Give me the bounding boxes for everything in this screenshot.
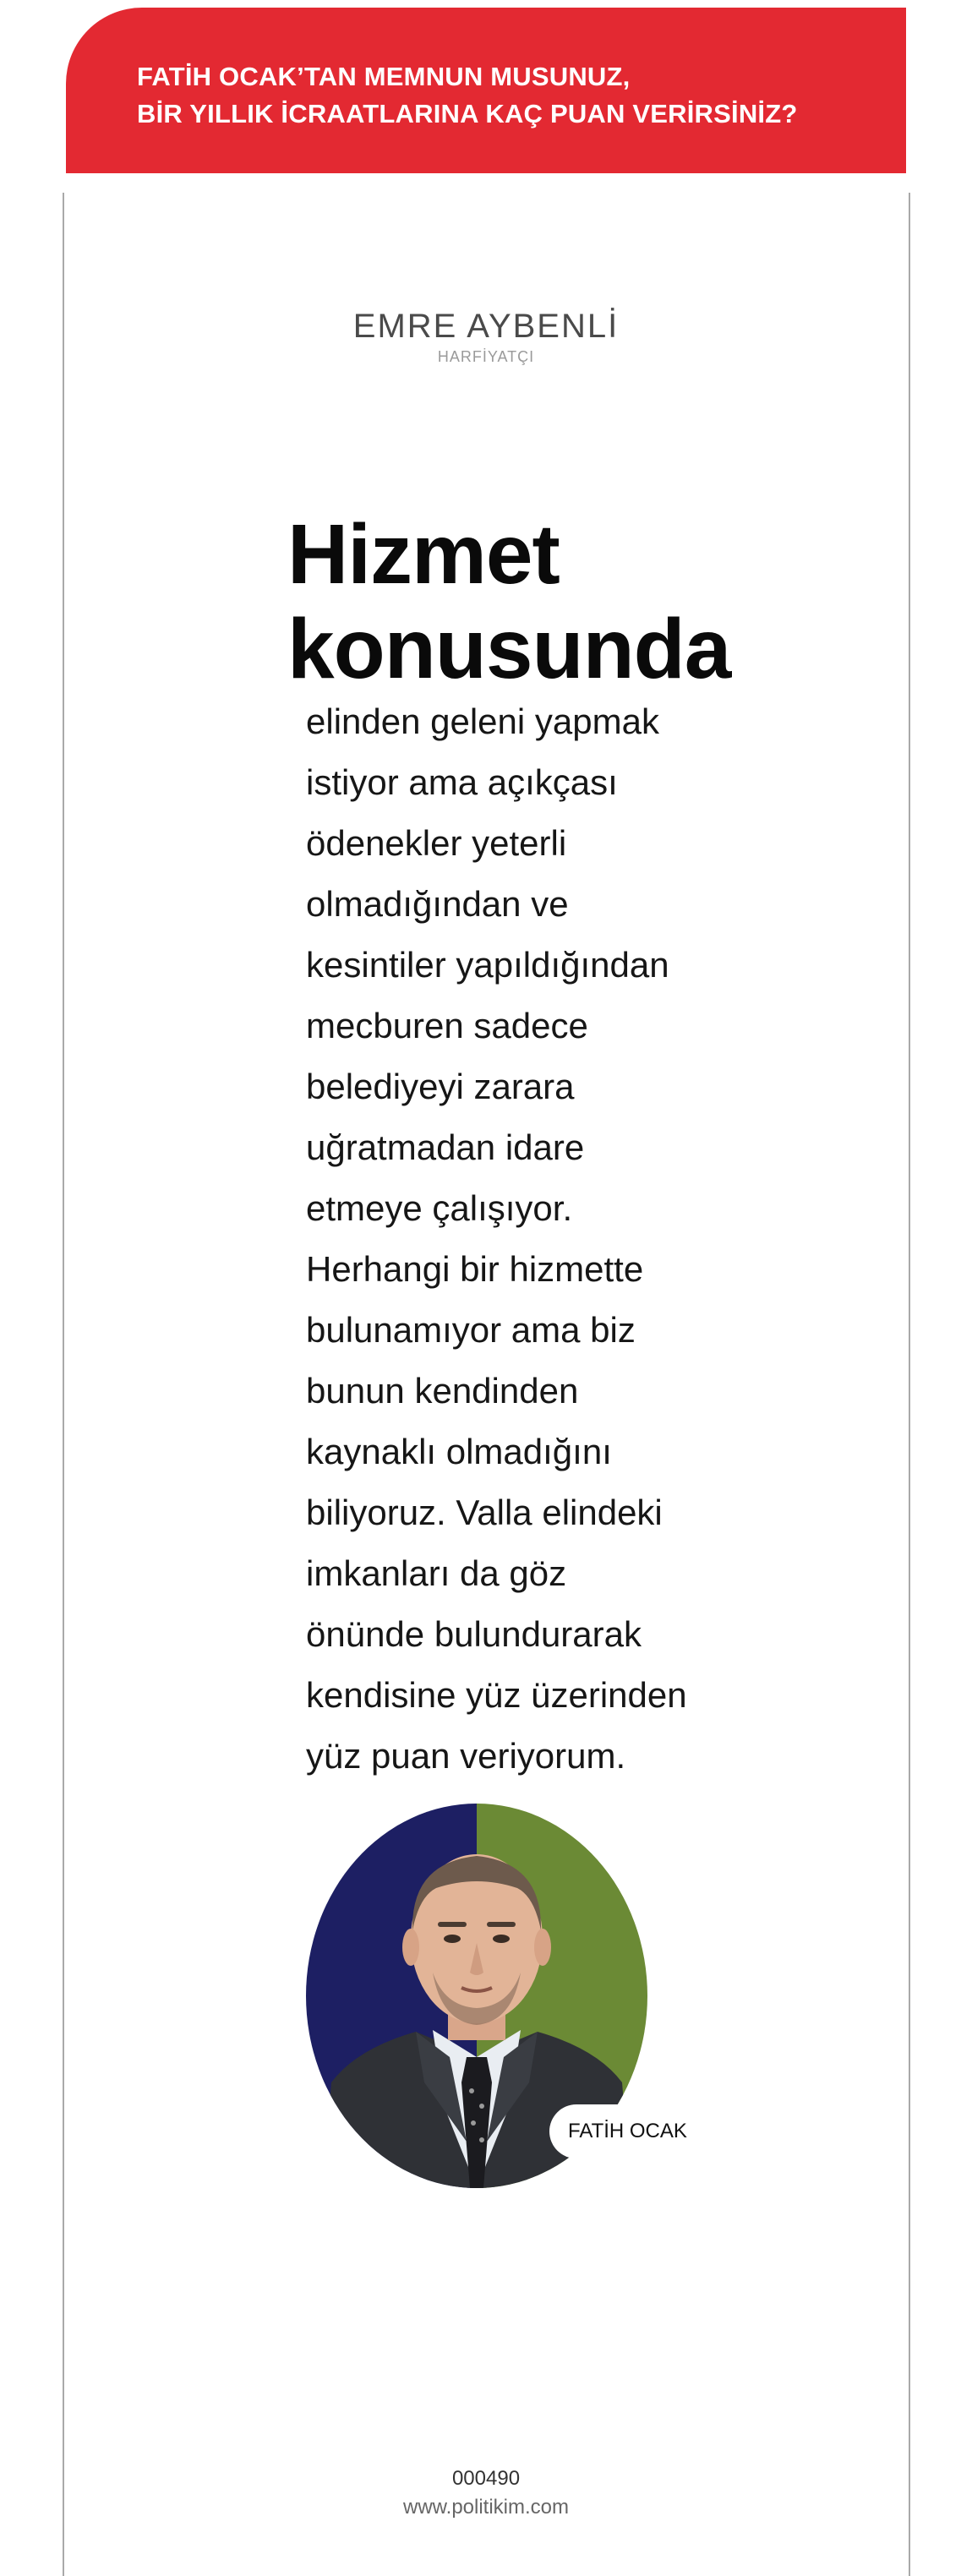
page-code: 000490 [451, 2467, 521, 2490]
body-line: mecburen sadece [306, 1006, 588, 1045]
author-role: HARFİYATÇI [437, 348, 535, 365]
body-line: ödenekler yeterli [306, 823, 567, 863]
banner-question-line-1: FATİH OCAK’TAN MEMNUN MUSUNUZ, [137, 62, 631, 91]
author-name: EMRE AYBENLİ [352, 308, 620, 345]
headline-banner [66, 8, 906, 173]
left-divider-line [63, 193, 64, 2576]
body-line: uğratmadan idare [306, 1127, 585, 1167]
body-line: istiyor ama açıkçası [306, 762, 618, 802]
body-line: Herhangi bir hizmette [306, 1249, 644, 1289]
body-line: kendisine yüz üzerinden [306, 1675, 687, 1715]
body-line: bunun kendinden [306, 1371, 579, 1411]
body-line: etmeye çalışıyor. [306, 1188, 573, 1228]
body-line: olmadığından ve [306, 884, 569, 924]
headline-line-1: Hizmet [287, 507, 560, 602]
body-line: imkanları da göz [306, 1553, 567, 1593]
footer [0, 2464, 972, 2522]
body-line: önünde bulundurarak [306, 1614, 642, 1654]
body-line: yüz puan veriyorum. [306, 1736, 626, 1776]
body-line: belediyeyi zarara [306, 1067, 575, 1106]
right-divider-line [909, 193, 910, 2576]
body-line: kesintiler yapıldığından [306, 945, 669, 985]
body-line: elinden geleni yapmak [306, 701, 659, 741]
body-line: biliyoruz. Valla elindeki [306, 1493, 663, 1532]
portrait-caption: FATİH OCAK [549, 2104, 706, 2158]
website-url: www.politikim.com [402, 2496, 570, 2519]
body-line: kaynaklı olmadığını [306, 1432, 612, 1471]
article-headline [287, 507, 761, 696]
headline-line-2: konusunda [287, 602, 731, 696]
banner-question-line-2: BİR YILLIK İCRAATLARINA KAÇ PUAN VERİRSİNİZ? [137, 99, 798, 128]
article-body [306, 691, 703, 1787]
body-line: bulunamıyor ama biz [306, 1310, 636, 1350]
author-block [0, 306, 972, 366]
